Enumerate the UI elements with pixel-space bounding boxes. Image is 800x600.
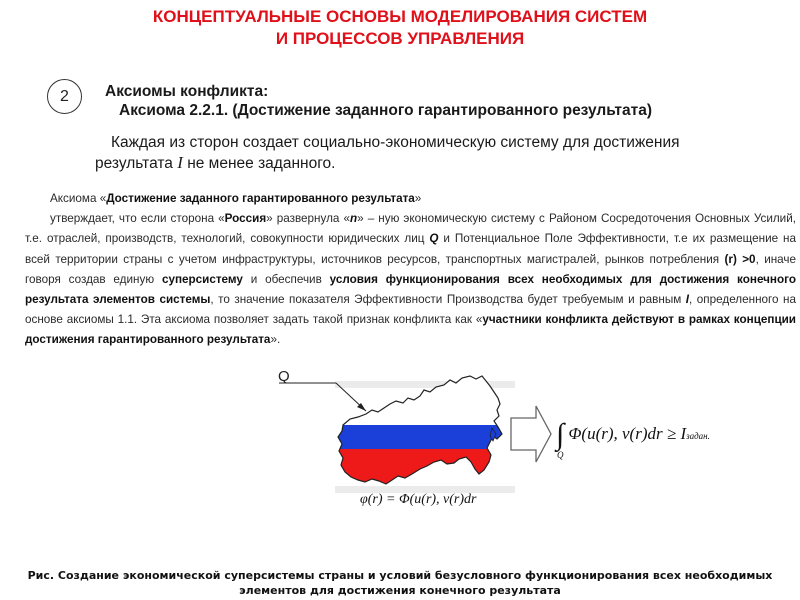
q-label: Q (278, 368, 290, 385)
figure-caption-line-1: Рис. Создание экономической суперсистемы страны и условий безусловного функционирования всех необходимых (27, 569, 773, 582)
para-text: Аксиома « (50, 192, 107, 205)
flag-blue-band (330, 425, 510, 449)
para-text: , определенного на основе аксиомы 1.1. Эта аксиома позволяет задать такой признак конфликта как « (25, 293, 797, 327)
para-text: утверждает, что если сторона « (50, 212, 225, 226)
para-bold: Россия (224, 212, 267, 226)
para-text: , иначе говоря создав единую (25, 252, 797, 286)
para-bold: Q (429, 232, 439, 246)
para-bold: суперсистему (161, 272, 243, 286)
result-symbol: I (177, 153, 183, 172)
para-bold: условия функционирования всех необходимых для достижения конечного результата элементов системы (25, 272, 796, 307)
axiom-heading-line-1: Аксиомы конфликта: (105, 83, 269, 100)
para-text: » – ную экономическую систему с Районом Сосредоточения Основных Усилий, т.е. отраслей, производств, технологий, совокупности юридических лиц (25, 212, 796, 246)
integral-expression: Φ(u(r), v(r)dr ≥ I (568, 424, 687, 443)
russia-map (330, 370, 510, 494)
right-arrow-icon (511, 406, 551, 462)
para-bold: участники конфликта действуют в рамках концепции достижения гарантированного результата (25, 313, 796, 347)
para-bold: n (349, 212, 358, 226)
para-text: » (414, 192, 422, 205)
para-text: , то значение показателя Эффективности Производства будет требуемым и равным (210, 293, 686, 307)
page-title-line-2: И ПРОЦЕССОВ УПРАВЛЕНИЯ (275, 29, 525, 48)
para-bold: (r) >0 (724, 252, 756, 266)
para-text: » развернула « (266, 212, 350, 226)
section-number-badge: 2 (47, 79, 82, 114)
para-bold: I (685, 293, 690, 307)
figure-caption-line-2: элементов для достижения конечного результата (239, 584, 561, 597)
integral-subscript: задан. (686, 431, 710, 441)
integral-formula (556, 413, 710, 460)
density-formula: φ(r) = Φ(u(r), v(r)dr (360, 492, 477, 507)
axiom-statement-line-1: Каждая из сторон создает социально-экономическую систему для достижения (111, 134, 680, 151)
axiom-heading-line-2: Аксиома 2.2.1. (Достижение заданного гарантированного результата) (119, 102, 653, 119)
axiom-statement-text: результата (95, 155, 178, 172)
integral-lower-limit: Q (557, 450, 564, 460)
para-text: и обеспечив (242, 272, 330, 286)
axiom-statement-tail: не менее заданного. (182, 155, 336, 172)
para-text: ». (270, 333, 281, 347)
para-bold: Достижение заданного гарантированного результата (106, 192, 415, 205)
para-text: и Потенциальное Поле Эффективности, т.е их размещение на всей территории страны с учетом инфраструктуры, источников ресурсов, транспортных магистралей, рынков потребления (25, 232, 796, 266)
page-title-line-1: КОНЦЕПТУАЛЬНЫЕ ОСНОВЫ МОДЕЛИРОВАНИЯ СИСТЕМ (152, 7, 648, 26)
integral-sign-icon: ∫ (556, 418, 565, 451)
figure-caption (0, 568, 800, 598)
